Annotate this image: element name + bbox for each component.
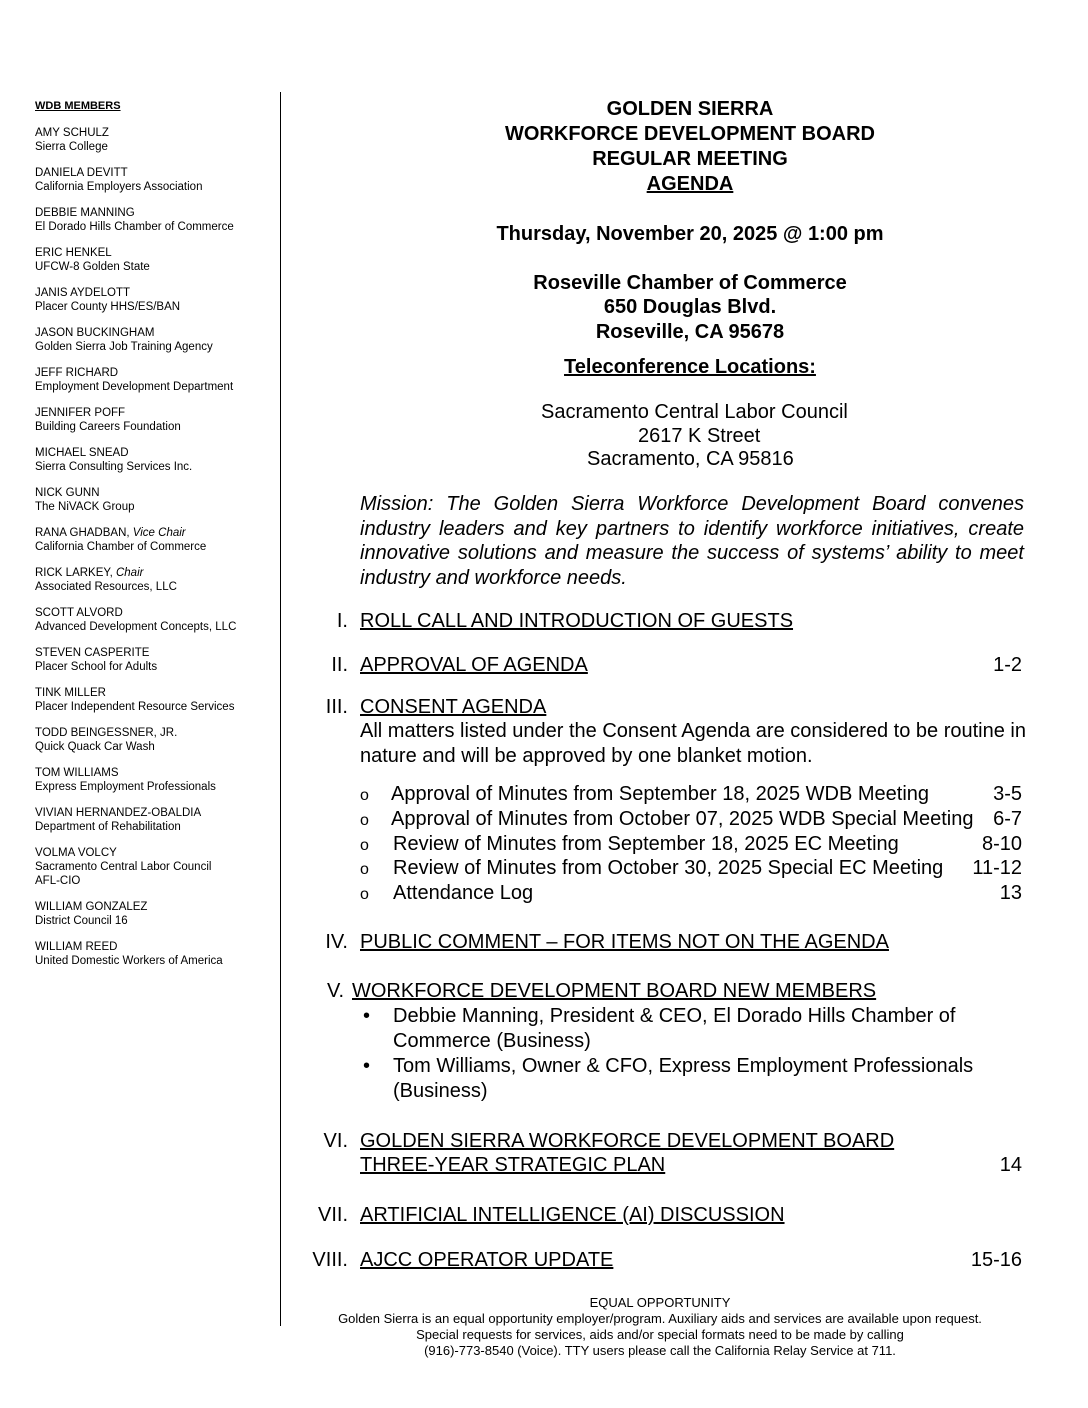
member-name xyxy=(35,900,275,914)
member-organization: Quick Quack Car Wash xyxy=(35,741,155,754)
member-name-text: JEFF RICHARD xyxy=(35,367,119,379)
item-number: II. xyxy=(331,654,348,676)
page-ref: 3-5 xyxy=(993,783,1022,805)
member-name-text: NICK GUNN xyxy=(35,487,100,499)
member-entry xyxy=(35,766,275,794)
member-organization: Associated Resources, LLC xyxy=(35,581,177,594)
agenda-item-consent: CONSENT AGENDA xyxy=(360,696,547,718)
member-organization: Golden Sierra Job Training Agency xyxy=(35,341,213,354)
footer-heading: EQUAL OPPORTUNITY xyxy=(589,1295,731,1310)
member-name-text: SCOTT ALVORD xyxy=(35,607,123,619)
meeting-type: REGULAR MEETING xyxy=(592,148,788,170)
members-sidebar xyxy=(35,99,275,980)
member-organization: District Council 16 xyxy=(35,915,128,928)
member-name-text: DANIELA DEVITT xyxy=(35,167,128,179)
member-name xyxy=(35,406,275,420)
tele-location-city: Sacramento, CA 95816 xyxy=(587,448,794,470)
member-entry xyxy=(35,486,275,514)
member-entry xyxy=(35,806,275,834)
page-ref: 8-10 xyxy=(981,833,1022,855)
member-entry xyxy=(35,206,275,234)
list-item: Tom Williams, Owner & CFO, Express Employment Professionals xyxy=(393,1055,974,1077)
member-entry xyxy=(35,566,275,594)
page-ref: 1-2 xyxy=(993,654,1022,676)
member-organization: Placer Independent Resource Services xyxy=(35,701,235,714)
member-name xyxy=(35,246,275,260)
member-organization: Department of Rehabilitation xyxy=(35,821,181,834)
member-name-text: JASON BUCKINGHAM xyxy=(35,327,155,339)
member-name-text: DEBBIE MANNING xyxy=(35,207,135,219)
item-number: IV. xyxy=(325,931,348,953)
page-ref: 6-7 xyxy=(993,808,1022,830)
list-item: Review of Minutes from September 18, 2025 EC Meeting xyxy=(393,833,899,855)
member-organization: Building Careers Foundation xyxy=(35,421,181,434)
member-entry xyxy=(35,606,275,634)
member-organization: AFL-CIO xyxy=(35,875,81,888)
page-ref: 11-12 xyxy=(972,857,1022,879)
equal-opportunity-footer xyxy=(280,1295,1040,1359)
mission-statement: Mission: The Golden Sierra Workforce Development Board convenes industry leaders and key partners to identify workforce initiatives, create innovative solutions and measure the success of systems’ ability to meet industry and workforce needs. xyxy=(360,493,1024,589)
page-ref: 13 xyxy=(999,882,1022,904)
footer-text: Golden Sierra is an equal opportunity employer/program. Auxiliary aids and services are available upon request. xyxy=(338,1311,982,1326)
member-name-text: STEVEN CASPERITE xyxy=(35,647,150,659)
venue-street: 650 Douglas Blvd. xyxy=(603,296,777,318)
list-bullet: o xyxy=(360,812,369,829)
member-organization: El Dorado Hills Chamber of Commerce xyxy=(35,221,234,234)
page-ref: 15-16 xyxy=(970,1249,1022,1271)
meeting-date: Thursday, November 20, 2025 @ 1:00 pm xyxy=(496,223,884,245)
members-heading: WDB MEMBERS xyxy=(35,100,121,112)
member-organization: UFCW-8 Golden State xyxy=(35,261,150,274)
member-name xyxy=(35,766,275,780)
member-name-text: JENNIFER POFF xyxy=(35,407,126,419)
list-bullet: o xyxy=(360,886,369,903)
member-entry xyxy=(35,246,275,274)
agenda-item-approval: APPROVAL OF AGENDA xyxy=(360,654,588,676)
member-entry xyxy=(35,686,275,714)
venue-city: Roseville, CA 95678 xyxy=(595,321,785,343)
member-name xyxy=(35,486,275,500)
member-entry xyxy=(35,726,275,754)
item-number: III. xyxy=(325,696,348,718)
list-item: Debbie Manning, President & CEO, El Dorado Hills Chamber of xyxy=(393,1005,956,1027)
list-bullet: • xyxy=(363,1005,371,1027)
member-name xyxy=(35,526,275,540)
member-name xyxy=(35,846,275,860)
member-name-text: RICK LARKEY, xyxy=(35,567,116,579)
member-name xyxy=(35,166,275,180)
page-title xyxy=(290,172,1088,197)
member-name-text: AMY SCHULZ xyxy=(35,127,109,139)
member-name xyxy=(35,286,275,300)
member-entry xyxy=(35,406,275,434)
list-bullet: o xyxy=(360,861,369,878)
member-name xyxy=(35,326,275,340)
footer-text: Special requests for services, aids and/or special formats need to be made by calling xyxy=(416,1327,904,1342)
list-item: Approval of Minutes from September 18, 2025 WDB Meeting xyxy=(391,783,930,805)
member-entry xyxy=(35,366,275,394)
member-name xyxy=(35,686,275,700)
member-organization: United Domestic Workers of America xyxy=(35,955,223,968)
board-name: WORKFORCE DEVELOPMENT BOARD xyxy=(505,123,875,145)
member-entry xyxy=(35,846,275,889)
member-name xyxy=(35,940,275,954)
member-entry xyxy=(35,326,275,354)
item-number: VII. xyxy=(317,1204,348,1226)
agenda-item-public-comment: PUBLIC COMMENT – FOR ITEMS NOT ON THE AGENDA xyxy=(360,931,889,953)
member-organization: The NiVACK Group xyxy=(35,501,135,514)
list-item: Attendance Log xyxy=(393,882,534,904)
member-organization: Advanced Development Concepts, LLC xyxy=(35,621,237,634)
venue-name: Roseville Chamber of Commerce xyxy=(533,272,847,294)
list-item: Approval of Minutes from October 07, 2025 WDB Special Meeting xyxy=(391,808,974,830)
member-list xyxy=(35,126,275,969)
agenda-item-roll-call: ROLL CALL AND INTRODUCTION OF GUESTS xyxy=(360,610,794,632)
member-organization: Placer County HHS/ES/BAN xyxy=(35,301,181,314)
member-entry xyxy=(35,900,275,928)
member-name-text: VOLMA VOLCY xyxy=(35,847,117,859)
member-name xyxy=(35,606,275,620)
agenda-title: AGENDA xyxy=(646,173,734,195)
member-organization: Employment Development Department xyxy=(35,381,234,394)
member-name-text: TOM WILLIAMS xyxy=(35,767,119,779)
teleconference-heading xyxy=(290,355,1088,380)
list-item: Commerce (Business) xyxy=(393,1030,591,1052)
member-name xyxy=(35,646,275,660)
member-name-text: MICHAEL SNEAD xyxy=(35,447,129,459)
member-name-text: TINK MILLER xyxy=(35,687,106,699)
item-number: V. xyxy=(326,980,344,1002)
agenda-item-ajcc-update: AJCC OPERATOR UPDATE xyxy=(360,1249,614,1271)
member-organization: Sierra College xyxy=(35,141,108,154)
member-entry xyxy=(35,940,275,968)
member-name xyxy=(35,206,275,220)
teleconference-heading-text: Teleconference Locations: xyxy=(564,356,816,378)
member-organization: Sacramento Central Labor Council xyxy=(35,861,212,874)
member-name-text: TODD BEINGESSNER, JR. xyxy=(35,727,178,739)
member-name xyxy=(35,366,275,380)
member-name xyxy=(35,446,275,460)
item-number: I. xyxy=(336,610,348,632)
divider-line xyxy=(280,92,281,1326)
footer-text: (916)-773-8540 (Voice). TTY users please call the California Relay Service at 711. xyxy=(424,1343,896,1358)
member-organization: Express Employment Professionals xyxy=(35,781,216,794)
member-entry xyxy=(35,286,275,314)
item-number: VIII. xyxy=(312,1249,348,1271)
list-item: Review of Minutes from October 30, 2025 Special EC Meeting xyxy=(393,857,944,879)
member-name-text: JANIS AYDELOTT xyxy=(35,287,131,299)
org-name: GOLDEN SIERRA xyxy=(606,98,774,120)
member-role: Vice Chair xyxy=(132,527,186,539)
member-entry xyxy=(35,166,275,194)
member-organization: California Chamber of Commerce xyxy=(35,541,207,554)
consent-description: All matters listed under the Consent Agenda are considered to be routine in xyxy=(360,720,1026,742)
member-name-text: ERIC HENKEL xyxy=(35,247,112,259)
member-organization: Sierra Consulting Services Inc. xyxy=(35,461,193,474)
member-name-text: WILLIAM REED xyxy=(35,941,118,954)
agenda-item-new-members: WORKFORCE DEVELOPMENT BOARD NEW MEMBERS xyxy=(352,980,877,1002)
member-entry xyxy=(35,126,275,154)
agenda-item-strategic-plan: GOLDEN SIERRA WORKFORCE DEVELOPMENT BOARD xyxy=(360,1130,895,1152)
member-name-text: RANA GHADBAN, xyxy=(35,527,133,539)
agenda-item-strategic-plan: THREE-YEAR STRATEGIC PLAN xyxy=(360,1154,666,1176)
member-name xyxy=(35,126,275,140)
consent-description: nature and will be approved by one blanket motion. xyxy=(360,745,813,767)
list-bullet: • xyxy=(363,1055,371,1077)
list-bullet: o xyxy=(360,837,369,854)
member-entry xyxy=(35,526,275,554)
member-organization: California Employers Association xyxy=(35,181,203,194)
member-name xyxy=(35,806,275,820)
member-organization: Placer School for Adults xyxy=(35,661,158,674)
list-item: (Business) xyxy=(393,1080,488,1102)
item-number: VI. xyxy=(323,1130,348,1152)
agenda-item-ai-discussion: ARTIFICIAL INTELLIGENCE (AI) DISCUSSION xyxy=(360,1204,785,1226)
member-name xyxy=(35,566,275,580)
member-name-text: WILLIAM GONZALEZ xyxy=(35,901,148,914)
member-role: Chair xyxy=(115,567,144,579)
member-name-text: VIVIAN HERNANDEZ-OBALDIA xyxy=(35,807,202,819)
member-entry xyxy=(35,446,275,474)
member-name xyxy=(35,726,275,740)
member-entry xyxy=(35,646,275,674)
list-bullet: o xyxy=(360,787,369,804)
tele-location-name: Sacramento Central Labor Council xyxy=(541,401,848,423)
page-ref: 14 xyxy=(999,1154,1022,1176)
tele-location-street: 2617 K Street xyxy=(638,425,761,447)
